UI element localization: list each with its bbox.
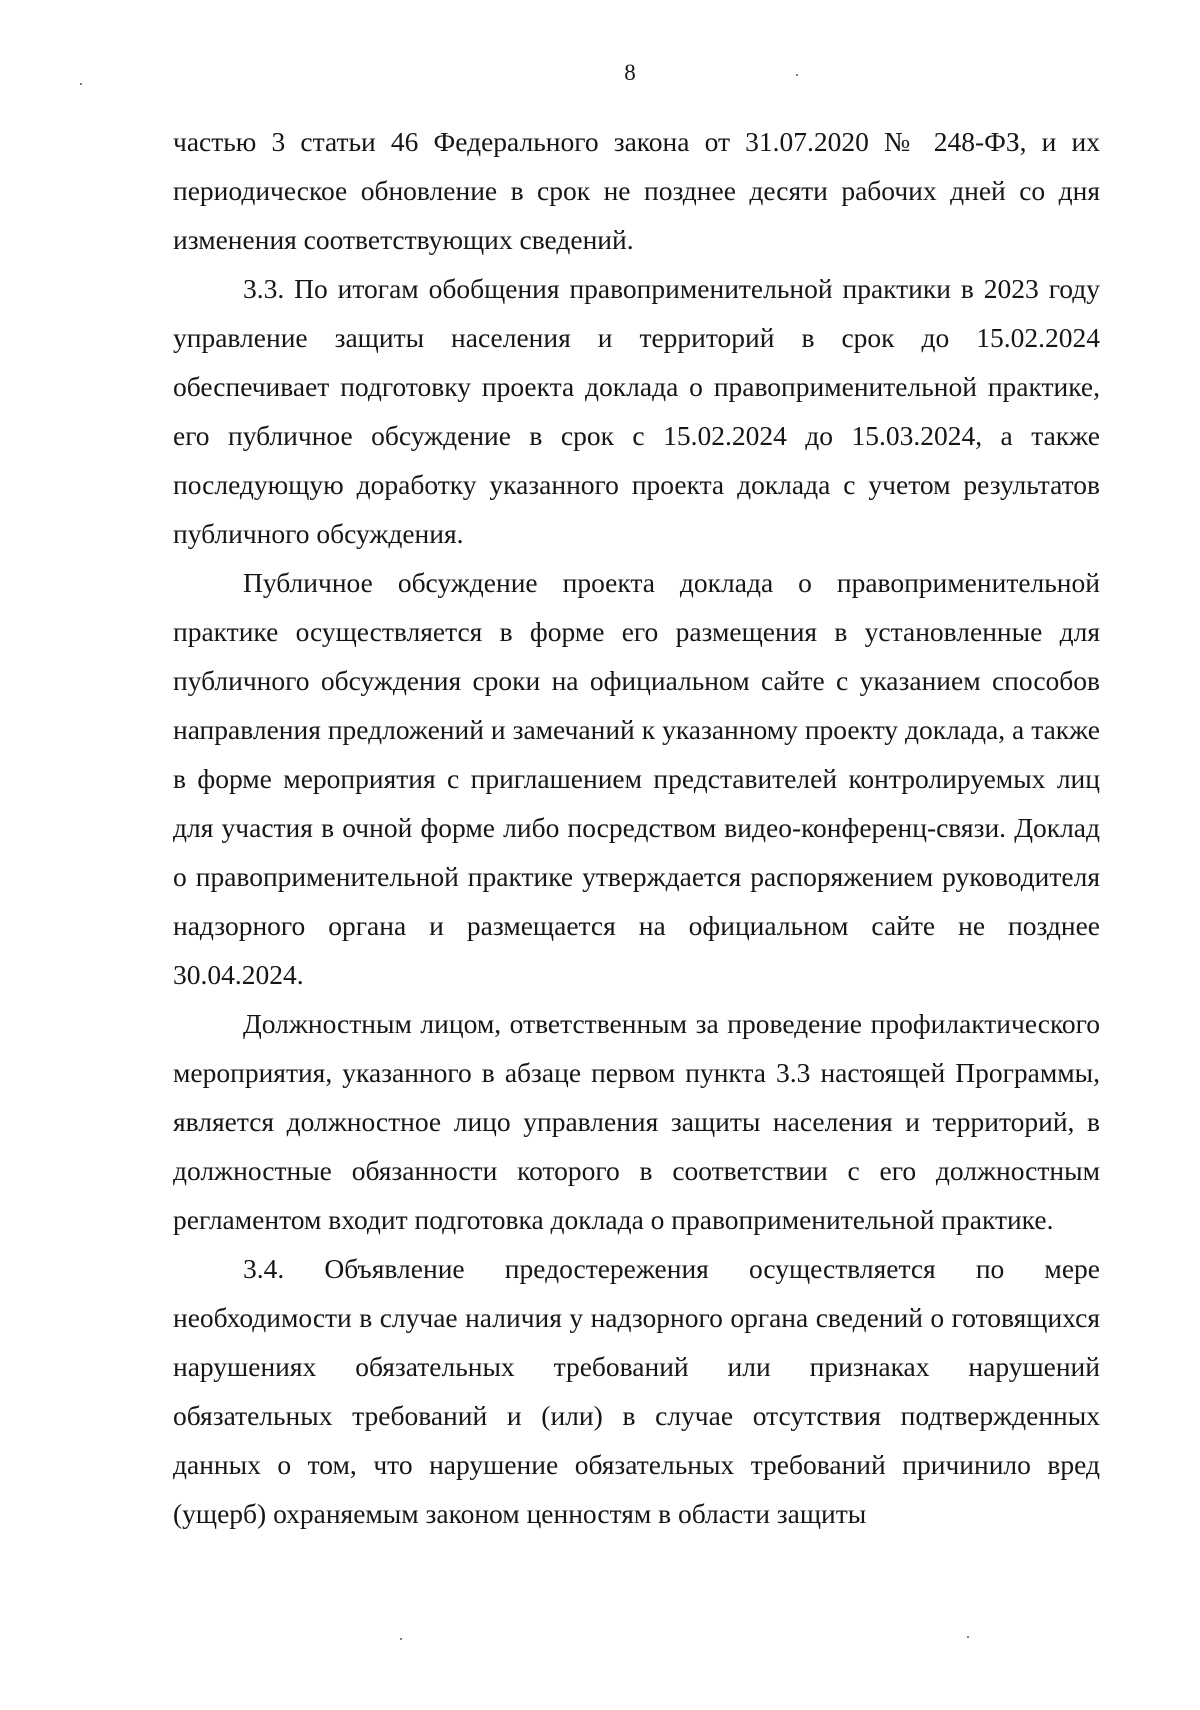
- paragraph-3-4: 3.4. Объявление предостережения осуществляется по мере необходимости в случае наличия у надзорного органа сведений о готовящихся нарушениях обязательных требований или признаках нарушений обязательных требований и (или) в случае отсутствия подтвержденных данных о том, что нарушение обязательных требований причинило вред (ущерб) охраняемым законом ценностям в области защиты: [173, 1253, 1100, 1529]
- scan-speck: [400, 1638, 402, 1640]
- scan-speck: [967, 1636, 969, 1638]
- document-body: [173, 117, 1100, 1538]
- scan-speck: [796, 74, 798, 76]
- paragraph-responsible-official: Должностным лицом, ответственным за проведение профилактического мероприятия, указанного в абзаце первом пункта 3.3 настоящей Программы, является должностное лицо управления защиты населения и территорий, в должностные обязанности которого в соответствии с его должностным регламентом входит подготовка доклада о правоприменительной практике.: [173, 1008, 1100, 1235]
- scan-speck: [80, 83, 82, 85]
- page-number: 8: [624, 60, 636, 85]
- paragraph-public-discussion: Публичное обсуждение проекта доклада о правоприменительной практике осуществляется в форме его размещения в установленные для публичного обсуждения сроки на официальном сайте с указанием способов направления предложений и замечаний к указанному проекту доклада, а также в форме мероприятия с приглашением представителей контролируемых лиц для участия в очной форме либо посредством видео-конференц-связи. Доклад о правоприменительной практике утверждается распоряжением руководителя надзорного органа и размещается на официальном сайте не позднее 30.04.2024.: [173, 567, 1100, 990]
- paragraph-continuation: частью 3 статьи 46 Федерального закона от 31.07.2020 № 248-ФЗ, и их периодическое обновление в срок не позднее десяти рабочих дней со дня изменения соответствующих сведений.: [173, 126, 1100, 255]
- paragraph-3-3: 3.3. По итогам обобщения правоприменительной практики в 2023 году управление защиты населения и территорий в срок до 15.02.2024 обеспечивает подготовку проекта доклада о правоприменительной практике, его публичное обсуждение в срок с 15.02.2024 до 15.03.2024, а также последующую доработку указанного проекта доклада с учетом результатов публичного обсуждения.: [173, 273, 1100, 549]
